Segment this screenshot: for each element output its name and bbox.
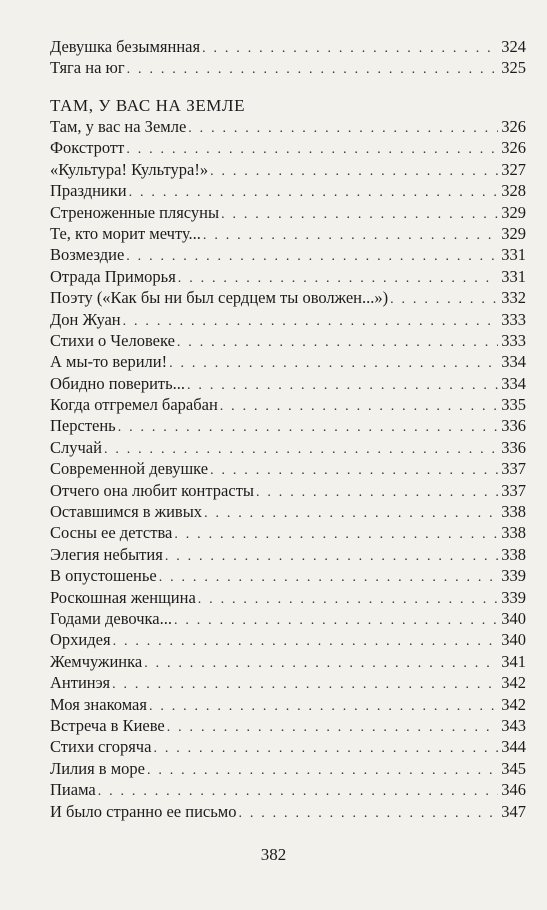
toc-entry-title: Пиама (50, 780, 96, 800)
dot-leader (204, 503, 498, 524)
toc-entry-title: Перстень (50, 416, 116, 436)
dot-leader (118, 417, 499, 438)
toc-entry (50, 266, 526, 287)
dot-leader (165, 546, 498, 567)
toc-entry-title: Фокстротт (50, 138, 125, 158)
toc-entry-title: В опустошенье (50, 566, 157, 586)
toc-entry-page: 333 (501, 309, 526, 329)
toc-entry-page: 338 (501, 502, 526, 522)
toc-entry-title: Жемчужинка (50, 651, 143, 671)
toc-entry-page: 343 (501, 715, 526, 735)
toc-entry (50, 736, 526, 757)
toc-entry-page: 345 (501, 758, 526, 778)
toc-entry-title: Дон Жуан (50, 309, 121, 329)
dot-leader (123, 311, 499, 332)
toc-entry (50, 565, 526, 586)
toc-entry-page: 329 (501, 223, 526, 243)
dot-leader (174, 610, 498, 631)
toc-entry (50, 522, 526, 543)
toc-entry (50, 180, 526, 201)
toc-entry-page: 336 (501, 416, 526, 436)
toc-entry-page: 326 (501, 117, 526, 136)
toc-entry-title: Орхидея (50, 630, 111, 650)
toc-entry-title: Оставшимся в живых (50, 502, 203, 522)
toc-entry-title: И было странно ее письмо (50, 801, 237, 821)
toc-entry-page: 342 (501, 673, 526, 693)
toc-entry (50, 437, 526, 458)
toc-entry (50, 694, 526, 715)
toc-entry-title: Годами девочка... (50, 608, 172, 628)
toc-entry (50, 223, 526, 244)
page-number: 382 (260, 845, 287, 864)
toc-entry-page: 336 (501, 437, 526, 457)
toc-entry-page: 329 (501, 202, 526, 222)
toc-entry-page: 337 (501, 480, 526, 500)
toc-entry (50, 394, 526, 415)
toc-list-continued (50, 36, 526, 79)
dot-leader (112, 674, 498, 695)
toc-entry-page: 337 (501, 459, 526, 479)
toc-entry (50, 801, 526, 822)
toc-entry-title: Роскошная женщина (50, 587, 196, 607)
dot-leader (129, 182, 499, 203)
toc-entry-page: 328 (501, 181, 526, 201)
dot-leader (126, 246, 498, 267)
toc-entry-title: Антинэя (50, 673, 111, 693)
toc-entry (50, 330, 526, 351)
dot-leader (210, 161, 498, 182)
toc-entry-page: 324 (501, 37, 526, 56)
toc-entry-page: 339 (501, 587, 526, 607)
toc-entry-title: Тяга на юг (50, 58, 125, 78)
toc-entry-page: 342 (501, 694, 526, 714)
toc-entry-title: Современной девушке (50, 459, 209, 479)
toc-list-section (50, 116, 526, 822)
toc-entry (50, 351, 526, 372)
dot-leader (147, 760, 498, 781)
toc-entry-title: А мы-то верили! (50, 352, 168, 372)
toc-entry-page: 327 (501, 159, 526, 179)
toc-entry (50, 458, 526, 479)
toc-entry (50, 373, 526, 394)
toc-entry-title: Стреноженные плясуны (50, 202, 220, 222)
toc-entry-page: 338 (501, 544, 526, 564)
dot-leader (177, 332, 498, 353)
toc-entry-page: 347 (501, 801, 526, 821)
toc-entry (50, 608, 526, 629)
dot-leader (210, 460, 498, 481)
toc-entry-title: Моя знакомая (50, 694, 147, 714)
dot-leader (198, 589, 498, 610)
toc-entry-page: 346 (501, 780, 526, 800)
toc-entry-title: Девушка безымянная (50, 37, 201, 56)
toc-entry-title: Праздники (50, 181, 127, 201)
toc-entry-title: «Культура! Культура!» (50, 159, 209, 179)
toc-entry (50, 501, 526, 522)
toc-entry (50, 715, 526, 736)
toc-entry-title: Стихи сгоряча (50, 737, 152, 757)
toc-entry-page: 341 (501, 651, 526, 671)
toc-entry-title: Те, кто морит мечту... (50, 223, 201, 243)
toc-entry-title: Когда отгремел барабан (50, 395, 218, 415)
toc-entry (50, 480, 526, 501)
toc-entry (50, 415, 526, 436)
dot-leader (390, 289, 498, 310)
toc-entry-page: 340 (501, 630, 526, 650)
section-heading: ТАМ, У ВАС НА ЗЕМЛЕ (50, 96, 246, 115)
toc-entry-page: 334 (501, 373, 526, 393)
dot-leader (126, 139, 498, 160)
toc-entry-page: 338 (501, 523, 526, 543)
dot-leader (174, 524, 498, 545)
toc-entry (50, 159, 526, 180)
toc-entry (50, 202, 526, 223)
dot-leader (167, 717, 499, 738)
toc-entry-title: Поэту («Как бы ни был сердцем ты оволжен...») (50, 288, 389, 308)
dot-leader (220, 396, 498, 417)
toc-entry (50, 309, 526, 330)
dot-leader (149, 696, 498, 717)
toc-entry-page: 326 (501, 138, 526, 158)
dot-leader (98, 781, 499, 802)
toc-entry-title: Возмездие (50, 245, 125, 265)
toc-entry-title: Лилия в море (50, 758, 145, 778)
toc-entry-page: 335 (501, 395, 526, 415)
toc-entry-title: Там, у вас на Земле (50, 117, 187, 136)
toc-entry-page: 331 (501, 266, 526, 286)
toc-entry (50, 758, 526, 779)
toc-entry (50, 779, 526, 800)
toc-entry-title: Случай (50, 437, 102, 457)
dot-leader (127, 59, 499, 80)
toc-entry-title: Отрада Приморья (50, 266, 176, 286)
dot-leader (238, 803, 498, 824)
toc-entry (50, 287, 526, 308)
toc-entry-page: 339 (501, 566, 526, 586)
toc-entry-title: Отчего она любит контрасты (50, 480, 254, 500)
dot-leader (113, 631, 499, 652)
toc-entry-title: Сосны ее детства (50, 523, 173, 543)
toc-entry (50, 137, 526, 158)
toc-entry-page: 340 (501, 608, 526, 628)
toc-entry (50, 544, 526, 565)
toc-entry-page: 332 (501, 288, 526, 308)
dot-leader (144, 653, 498, 674)
toc-entry-page: 334 (501, 352, 526, 372)
toc-entry (50, 116, 526, 137)
toc-entry-title: Стихи о Человеке (50, 330, 175, 350)
toc-entry-page: 331 (501, 245, 526, 265)
toc-entry (50, 36, 526, 57)
toc-entry-page: 344 (501, 737, 526, 757)
toc-entry-page: 333 (501, 330, 526, 350)
dot-leader (188, 118, 498, 139)
toc-entry-title: Элегия небытия (50, 544, 163, 564)
dot-leader (256, 482, 498, 503)
toc-entry (50, 651, 526, 672)
dot-leader (159, 567, 499, 588)
toc-entry-title: Встреча в Киеве (50, 715, 165, 735)
toc-entry (50, 629, 526, 650)
toc-entry (50, 244, 526, 265)
toc-entry-title: Обидно поверить... (50, 373, 186, 393)
dot-leader (169, 353, 498, 374)
dot-leader (221, 204, 498, 225)
dot-leader (187, 375, 498, 396)
dot-leader (203, 225, 498, 246)
toc-entry (50, 672, 526, 693)
dot-leader (153, 738, 498, 759)
dot-leader (178, 268, 498, 289)
dot-leader (104, 439, 498, 460)
toc-entry (50, 587, 526, 608)
toc-entry-page: 325 (501, 58, 526, 78)
dot-leader (202, 38, 498, 59)
toc-entry (50, 57, 526, 78)
